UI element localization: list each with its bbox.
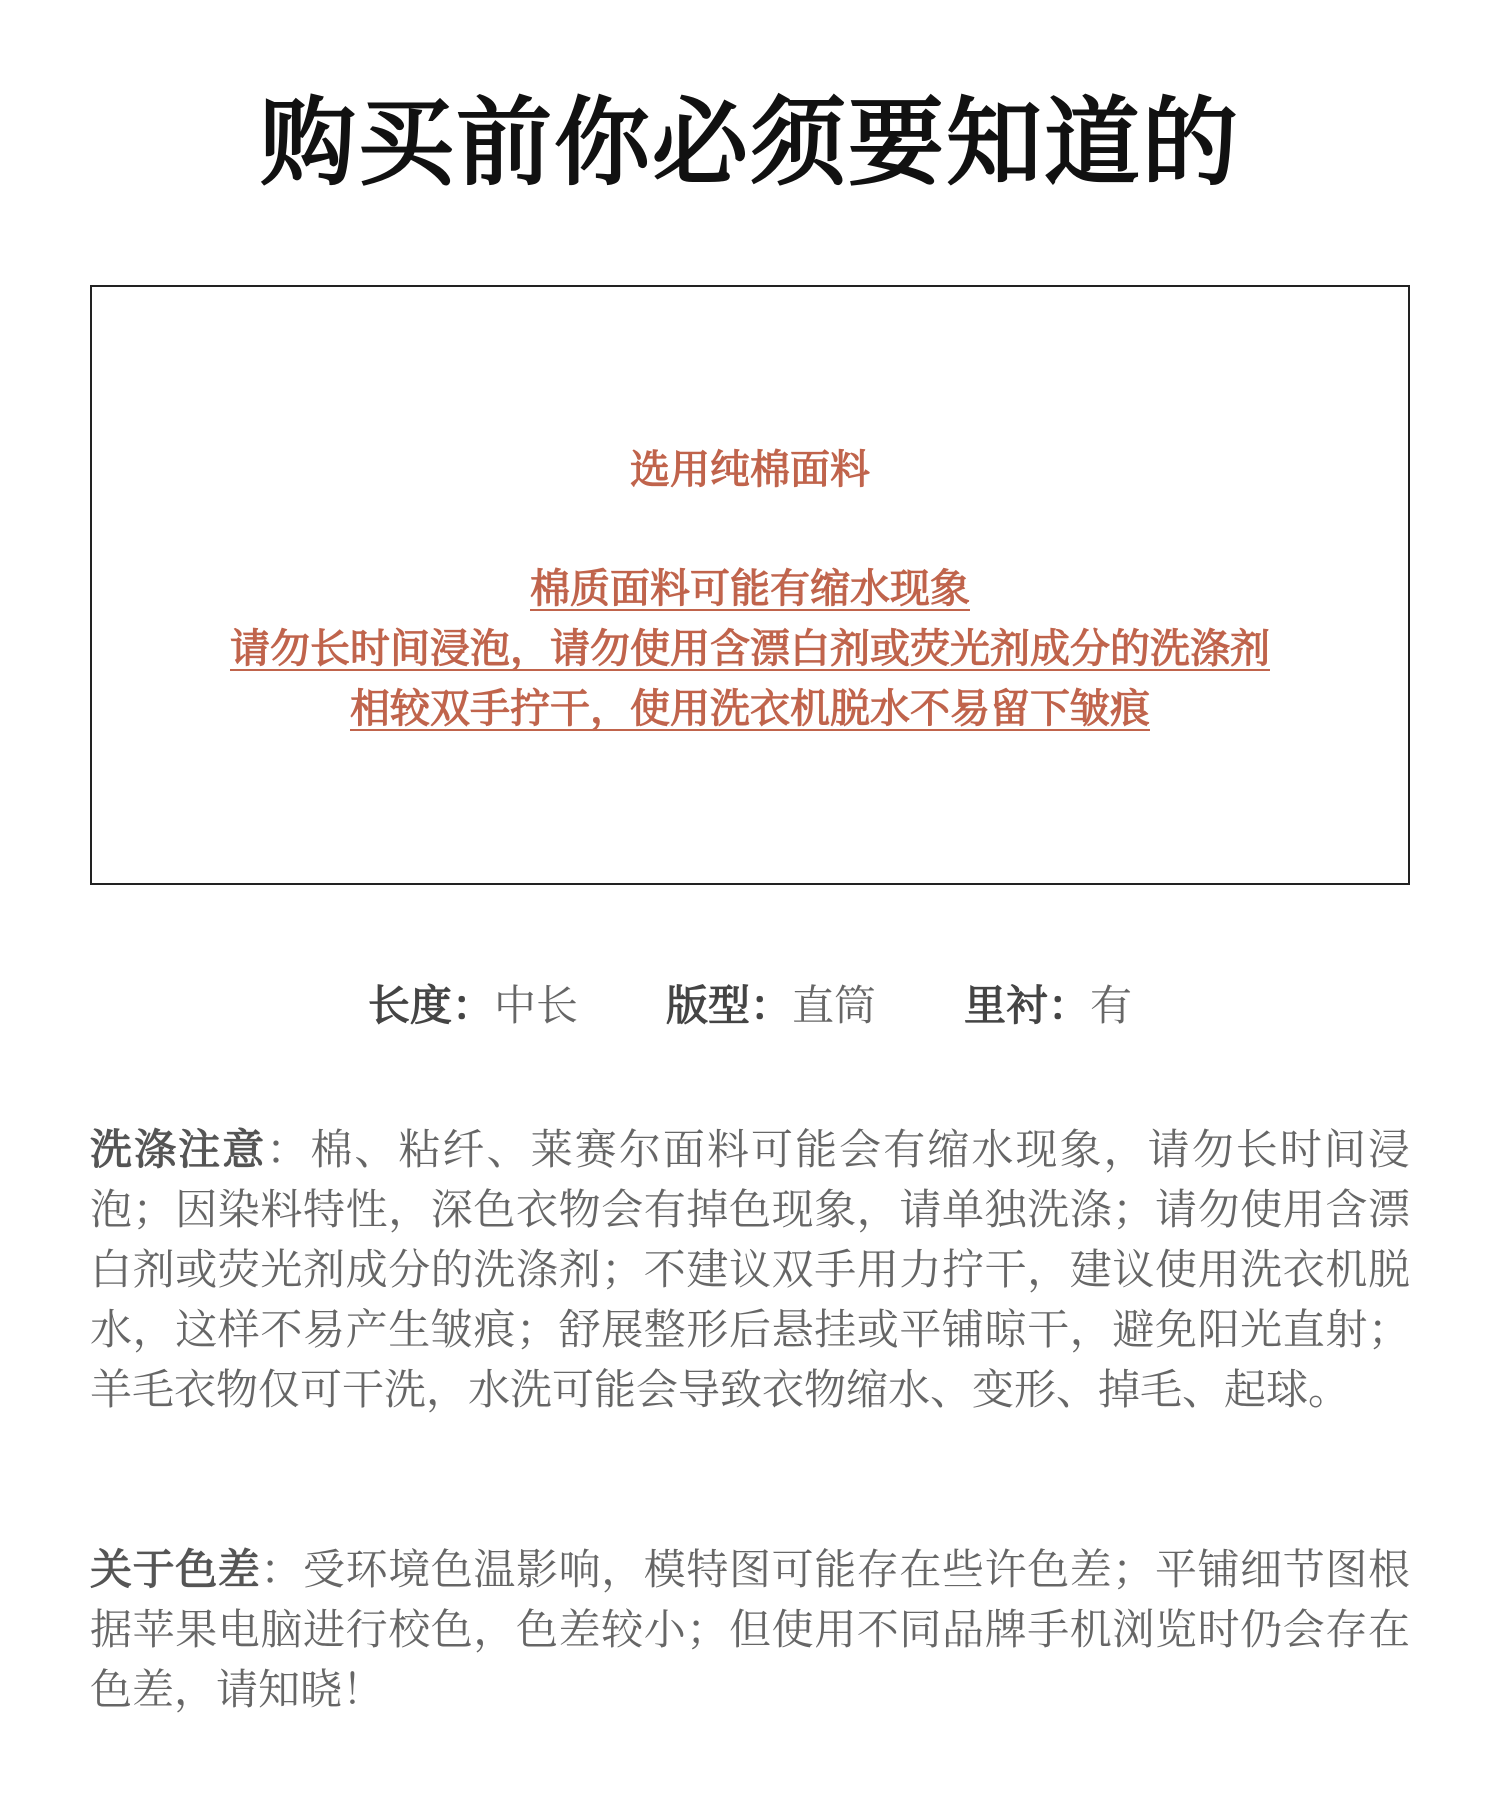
washing-instructions [90,1120,1410,1420]
notice-lines [92,559,1408,739]
notice-line-text: 相较双手拧干，使用洗衣机脱水不易留下皱痕 [350,686,1150,732]
color-note-text: 受环境色温影响，模特图可能存在些许色差；平铺细节图根据苹果电脑进行校色，色差较小；但使用不同品牌手机浏览时仍会存在色差，请知晓！ [90,1545,1410,1714]
notice-heading: 选用纯棉面料 [630,447,870,493]
page-title: 购买前你必须要知道的 [260,87,1240,199]
washing-label: 洗涤注意 [90,1125,267,1174]
notice-line [92,679,1408,739]
notice-line-text: 请勿长时间浸泡，请勿使用含漂白剂或荧光剂成分的洗涤剂 [230,626,1270,672]
spec-lining [964,978,1132,1034]
spec-label: 长度 [367,981,452,1030]
notice-line [92,559,1408,619]
notice-line-text: 棉质面料可能有缩水现象 [530,566,970,612]
spec-separator: ： [749,981,792,1030]
spec-row [0,978,1500,1034]
spec-fit [666,978,876,1034]
spec-separator: ： [451,981,494,1030]
spec-value: 有 [1090,981,1133,1030]
spec-value: 直筒 [792,981,877,1030]
washing-separator: ： [266,1125,311,1174]
color-difference-note [90,1540,1410,1720]
spec-label: 里衬 [964,981,1049,1030]
spec-value: 中长 [493,981,578,1030]
notice-line [92,619,1408,679]
color-note-label: 关于色差 [90,1545,261,1594]
fabric-notice-box [90,285,1410,885]
spec-length [368,978,578,1034]
washing-text: 棉、粘纤、莱赛尔面料可能会有缩水现象，请勿长时间浸泡；因染料特性，深色衣物会有掉色现象，请单独洗涤；请勿使用含漂白剂或荧光剂成分的洗涤剂；不建议双手用力拧干，建议使用洗衣机脱水，这样不易产生皱痕；舒展整形后悬挂或平铺晾干，避免阳光直射；羊毛衣物仅可干洗，水洗可能会导致衣物缩水、变形、掉毛、起球。 [90,1125,1410,1414]
color-note-separator: ： [260,1545,304,1594]
spec-separator: ： [1048,981,1091,1030]
spec-label: 版型 [665,981,750,1030]
